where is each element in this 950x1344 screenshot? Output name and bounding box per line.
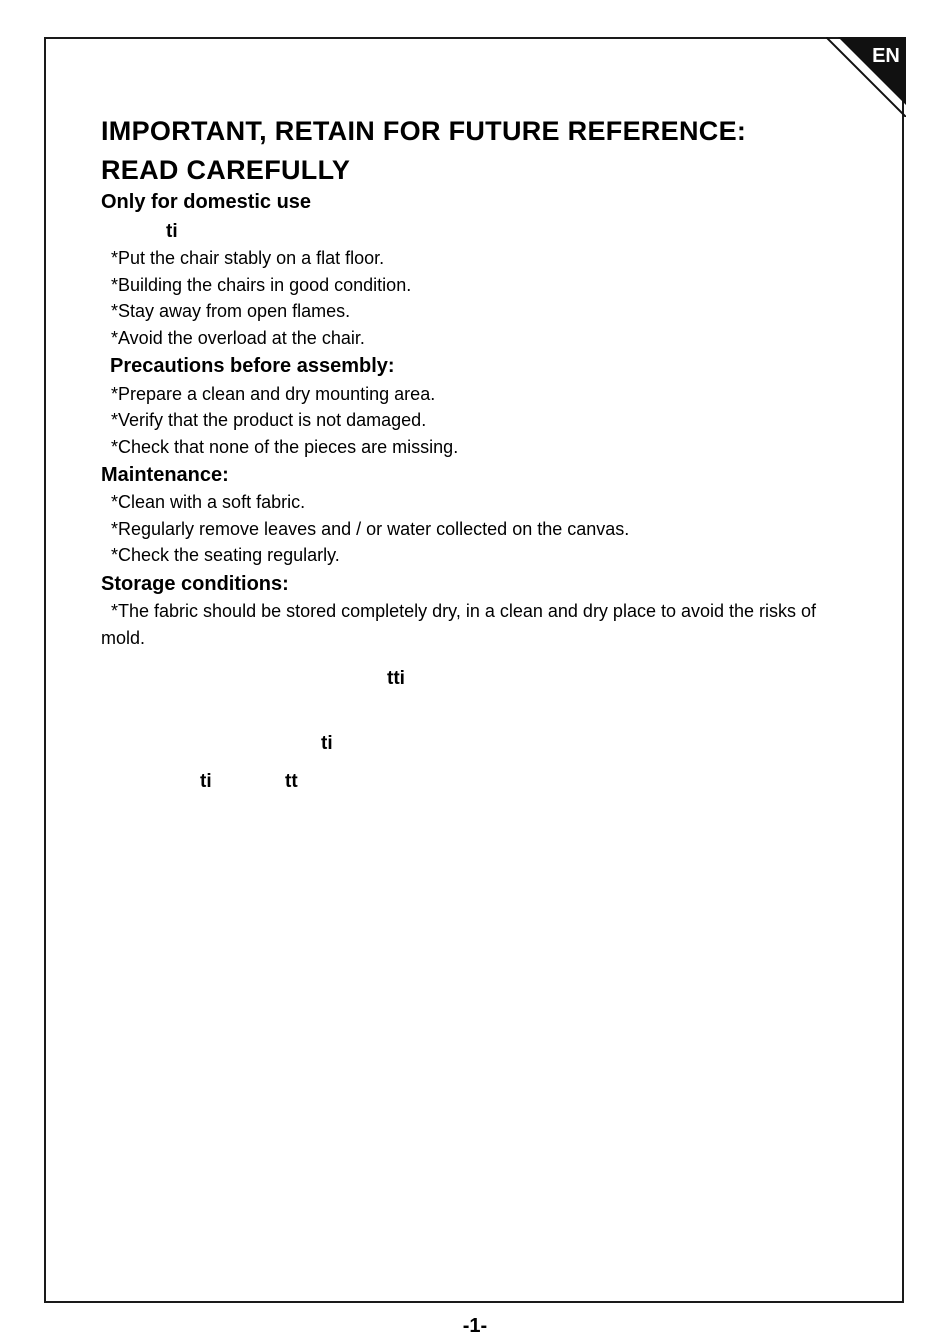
page-title-line-1: IMPORTANT, RETAIN FOR FUTURE REFERENCE: [101,116,747,146]
list-item: *Stay away from open flames. [111,301,351,321]
list-item: *Prepare a clean and dry mounting area. [111,384,436,404]
domestic-use-heading: Only for domestic use [101,191,312,213]
text-fragment: ti [166,221,178,242]
text-fragment: tti [387,668,405,689]
maintenance-heading: Maintenance: [101,464,229,486]
list-item: *Verify that the product is not damaged. [111,410,427,430]
precautions-heading: Precautions before assembly: [110,355,395,377]
list-item: *Clean with a soft fabric. [111,492,306,512]
list-item: *Check that none of the pieces are missing. [111,437,459,457]
text-fragment: ti [321,733,333,754]
page-title-line-2: READ CAREFULLY [101,155,351,185]
list-item: *Avoid the overload at the chair. [111,328,365,348]
language-badge: EN [872,45,900,67]
text-fragment: tt [285,771,298,792]
storage-heading: Storage conditions: [101,573,289,595]
storage-text: *The fabric should be stored completely dry, in a clean and dry place to avoid the risks of mold. [101,601,817,648]
list-item: *Regularly remove leaves and / or water collected on the canvas. [111,519,630,539]
list-item: *Building the chairs in good condition. [111,275,412,295]
page-number: -1- [462,1315,488,1337]
list-item: *Put the chair stably on a flat floor. [111,248,385,268]
list-item: *Check the seating regularly. [111,545,340,565]
text-fragment: ti [200,771,212,792]
